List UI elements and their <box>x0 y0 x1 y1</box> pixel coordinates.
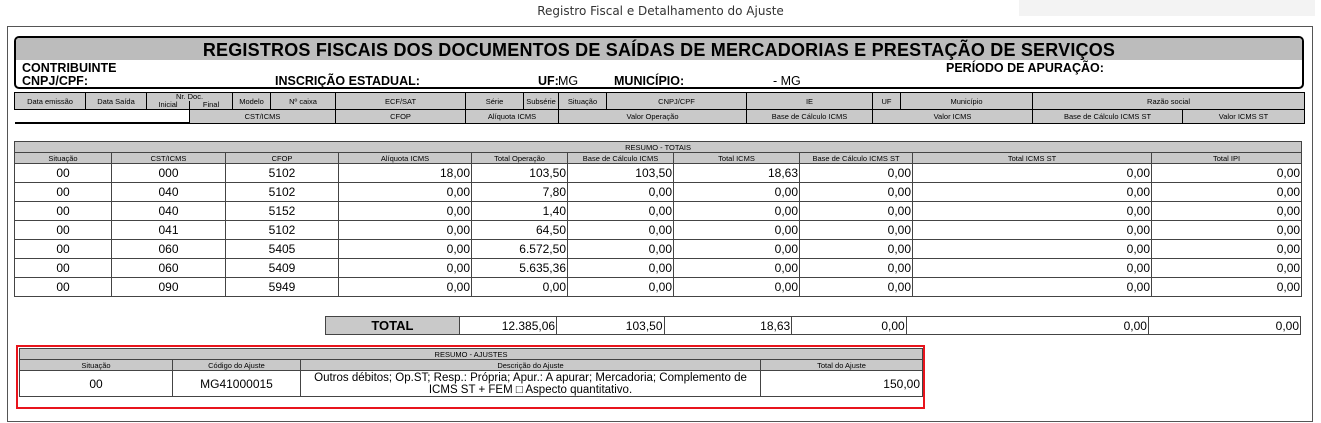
col-valor-operacao: Valor Operação <box>559 110 747 124</box>
table-row <box>15 259 1302 278</box>
cell-base-calculo-icms: 0,00 <box>568 183 674 202</box>
periodo-apuracao-label: PERÍODO DE APURAÇÃO: <box>946 61 1104 75</box>
ajustes-header-codigo: Código do Ajuste <box>173 360 301 371</box>
cell-cfop: 5949 <box>226 278 339 297</box>
cell-total-ipi: 0,00 <box>1152 259 1302 278</box>
cell-cfop: 5102 <box>226 183 339 202</box>
resumo-ajustes-title: RESUMO - AJUSTES <box>20 349 923 360</box>
cell-cst-icms: 060 <box>112 259 226 278</box>
resumo-header-situacao: Situação <box>15 153 112 164</box>
inscricao-estadual-label: INSCRIÇÃO ESTADUAL: <box>275 74 420 88</box>
total-label: TOTAL <box>326 317 460 335</box>
columns-blank-cell <box>15 110 190 124</box>
cell-base-calculo-icms: 0,00 <box>568 221 674 240</box>
col-razao-social: Razão social <box>1033 93 1305 110</box>
cell-total-icms: 0,00 <box>674 221 800 240</box>
cell-cst-icms: 040 <box>112 183 226 202</box>
col-situacao: Situação <box>559 93 607 110</box>
resumo-totais-title: RESUMO - TOTAIS <box>15 142 1302 153</box>
resumo-header-total-icms: Total ICMS <box>674 153 800 164</box>
uf-label: UF: <box>538 74 559 88</box>
cell-cfop: 5152 <box>226 202 339 221</box>
cell-total-icms: 0,00 <box>674 278 800 297</box>
cell-total-icms-st: 0,00 <box>913 278 1152 297</box>
col-base-calculo-icms-st: Base de Cálculo ICMS ST <box>1033 110 1183 124</box>
cell-total-icms-st: 0,00 <box>913 221 1152 240</box>
totals-row <box>325 316 1301 335</box>
cell-base-calculo-icms: 0,00 <box>568 278 674 297</box>
table-row <box>15 183 1302 202</box>
cell-cst-icms: 060 <box>112 240 226 259</box>
cell-aliquota-icms: 0,00 <box>339 278 472 297</box>
cell-situacao: 00 <box>15 164 112 183</box>
cell-total-ipi: 0,00 <box>1152 183 1302 202</box>
ajustes-header-descricao: Descrição do Ajuste <box>301 360 761 371</box>
cell-base-calculo-icms-st: 0,00 <box>800 202 913 221</box>
resumo-header-total-operacao: Total Operação <box>472 153 568 164</box>
col-data-emissao: Data emissão <box>15 93 86 110</box>
cell-base-calculo-icms: 0,00 <box>568 240 674 259</box>
cell-total-icms-st: 0,00 <box>913 259 1152 278</box>
cell-cst-icms: 040 <box>112 202 226 221</box>
col-valor-icms: Valor ICMS <box>873 110 1033 124</box>
cell-total-ipi: 0,00 <box>1152 164 1302 183</box>
cell-total-operacao: 5.635,36 <box>472 259 568 278</box>
total-icms: 18,63 <box>664 317 792 335</box>
table-row <box>15 164 1302 183</box>
col-municipio: Município <box>901 93 1033 110</box>
caption-blank-area <box>1019 0 1315 16</box>
col-modelo: Modelo <box>233 93 271 110</box>
resumo-header-total-ipi: Total IPI <box>1152 153 1302 164</box>
cell-aliquota-icms: 0,00 <box>339 221 472 240</box>
col-aliquota-icms: Alíquota ICMS <box>466 110 559 124</box>
cell-total-icms-st: 0,00 <box>913 202 1152 221</box>
col-subserie: Subsérie <box>524 93 559 110</box>
cell-situacao: 00 <box>15 183 112 202</box>
col-n-caixa: Nº caixa <box>271 93 336 110</box>
cell-cfop: 5102 <box>226 221 339 240</box>
col-cnpj-cpf: CNPJ/CPF <box>607 93 747 110</box>
table-row <box>15 278 1302 297</box>
total-ipi: 0,00 <box>1148 317 1300 335</box>
cell-cfop: 5102 <box>226 164 339 183</box>
cell-total-operacao: 6.572,50 <box>472 240 568 259</box>
cell-total-icms: 0,00 <box>674 202 800 221</box>
resumo-header-cst-icms: CST/ICMS <box>112 153 226 164</box>
cell-total-icms-st: 0,00 <box>913 164 1152 183</box>
cell-total-icms: 0,00 <box>674 240 800 259</box>
cell-base-calculo-icms: 0,00 <box>568 259 674 278</box>
cell-total-icms: 0,00 <box>674 259 800 278</box>
ajustes-header-situacao: Situação <box>20 360 173 371</box>
cell-base-calculo-icms-st: 0,00 <box>800 164 913 183</box>
total-operacao: 12.385,06 <box>459 317 556 335</box>
resumo-header-total-icms-st: Total ICMS ST <box>913 153 1152 164</box>
nr-doc-label: Nr. Doc. <box>175 92 204 101</box>
cell-total-ipi: 0,00 <box>1152 278 1302 297</box>
col-cfop: CFOP <box>336 110 466 124</box>
col-nr-doc <box>147 93 233 110</box>
col-valor-icms-st: Valor ICMS ST <box>1183 110 1305 124</box>
resumo-totais-table <box>14 141 1302 297</box>
cell-cfop: 5405 <box>226 240 339 259</box>
cell-total-operacao: 7,80 <box>472 183 568 202</box>
col-ecf-sat: ECF/SAT <box>336 93 466 110</box>
cnpj-label: CNPJ/CPF: <box>22 74 88 88</box>
cell-total-icms-st: 0,00 <box>913 183 1152 202</box>
cell-total-icms: 0,00 <box>674 183 800 202</box>
cell-cst-icms: 041 <box>112 221 226 240</box>
cell-aliquota-icms: 0,00 <box>339 259 472 278</box>
total-icms-st: 0,00 <box>906 317 1148 335</box>
cell-situacao: 00 <box>15 259 112 278</box>
resumo-header-base-calculo-icms-st: Base de Cálculo ICMS ST <box>800 153 913 164</box>
cell-situacao: 00 <box>15 221 112 240</box>
cell-aliquota-icms: 0,00 <box>339 183 472 202</box>
nr-doc-final: Final <box>189 101 232 109</box>
ajustes-header-total: Total do Ajuste <box>761 360 923 371</box>
total-base-calculo-icms: 103,50 <box>557 317 664 335</box>
cell-total-ipi: 0,00 <box>1152 221 1302 240</box>
ajuste-codigo: MG41000015 <box>173 371 301 397</box>
resumo-ajustes-table <box>19 348 923 397</box>
cell-aliquota-icms: 0,00 <box>339 202 472 221</box>
cell-base-calculo-icms-st: 0,00 <box>800 183 913 202</box>
cell-cfop: 5409 <box>226 259 339 278</box>
col-base-calculo-icms: Base de Cálculo ICMS <box>747 110 873 124</box>
table-row <box>15 202 1302 221</box>
col-serie: Série <box>466 93 524 110</box>
cell-base-calculo-icms-st: 0,00 <box>800 221 913 240</box>
cell-total-operacao: 0,00 <box>472 278 568 297</box>
cell-base-calculo-icms-st: 0,00 <box>800 240 913 259</box>
cell-base-calculo-icms-st: 0,00 <box>800 278 913 297</box>
report-header <box>14 36 1304 89</box>
ajuste-situacao: 00 <box>20 371 173 397</box>
cell-total-ipi: 0,00 <box>1152 202 1302 221</box>
cell-situacao: 00 <box>15 278 112 297</box>
cell-aliquota-icms: 18,00 <box>339 164 472 183</box>
col-uf: UF <box>873 93 901 110</box>
total-base-calculo-icms-st: 0,00 <box>792 317 907 335</box>
resumo-header-cfop: CFOP <box>226 153 339 164</box>
cell-base-calculo-icms: 103,50 <box>568 164 674 183</box>
municipio-label: MUNICÍPIO: <box>614 74 685 88</box>
document-columns-header <box>14 92 1305 124</box>
cell-base-calculo-icms-st: 0,00 <box>800 259 913 278</box>
cell-situacao: 00 <box>15 240 112 259</box>
cell-situacao: 00 <box>15 202 112 221</box>
page-caption: Registro Fiscal e Detalhamento do Ajuste <box>537 4 784 18</box>
resumo-header-aliquota-icms: Alíquota ICMS <box>339 153 472 164</box>
nr-doc-inicial: Inicial <box>158 100 178 109</box>
resumo-header-base-calculo-icms: Base de Cálculo ICMS <box>568 153 674 164</box>
cell-base-calculo-icms: 0,00 <box>568 202 674 221</box>
table-row <box>15 221 1302 240</box>
col-ie: IE <box>747 93 873 110</box>
cell-cst-icms: 090 <box>112 278 226 297</box>
cell-total-icms: 18,63 <box>674 164 800 183</box>
cell-cst-icms: 000 <box>112 164 226 183</box>
cell-total-operacao: 1,40 <box>472 202 568 221</box>
cell-aliquota-icms: 0,00 <box>339 240 472 259</box>
table-row <box>15 240 1302 259</box>
cell-total-operacao: 103,50 <box>472 164 568 183</box>
report-title: REGISTROS FISCAIS DOS DOCUMENTOS DE SAÍDAS DE MERCADORIAS E PRESTAÇÃO DE SERVIÇOS <box>202 40 1116 60</box>
cell-total-ipi: 0,00 <box>1152 240 1302 259</box>
col-cst-icms: CST/ICMS <box>190 110 336 124</box>
contribuinte-label: CONTRIBUINTE <box>22 61 117 75</box>
ajuste-total: 150,00 <box>761 371 923 397</box>
col-data-saida: Data Saída <box>86 93 147 110</box>
uf-value: MG <box>558 74 579 88</box>
municipio-value: - MG <box>773 74 801 88</box>
ajuste-descricao: Outros débitos; Op.ST; Resp.: Própria; Apur.: A apurar; Mercadoria; Complemento de ICMS ST + FEM □ Aspecto quantitativo. <box>301 371 761 397</box>
cell-total-icms-st: 0,00 <box>913 240 1152 259</box>
cell-total-operacao: 64,50 <box>472 221 568 240</box>
